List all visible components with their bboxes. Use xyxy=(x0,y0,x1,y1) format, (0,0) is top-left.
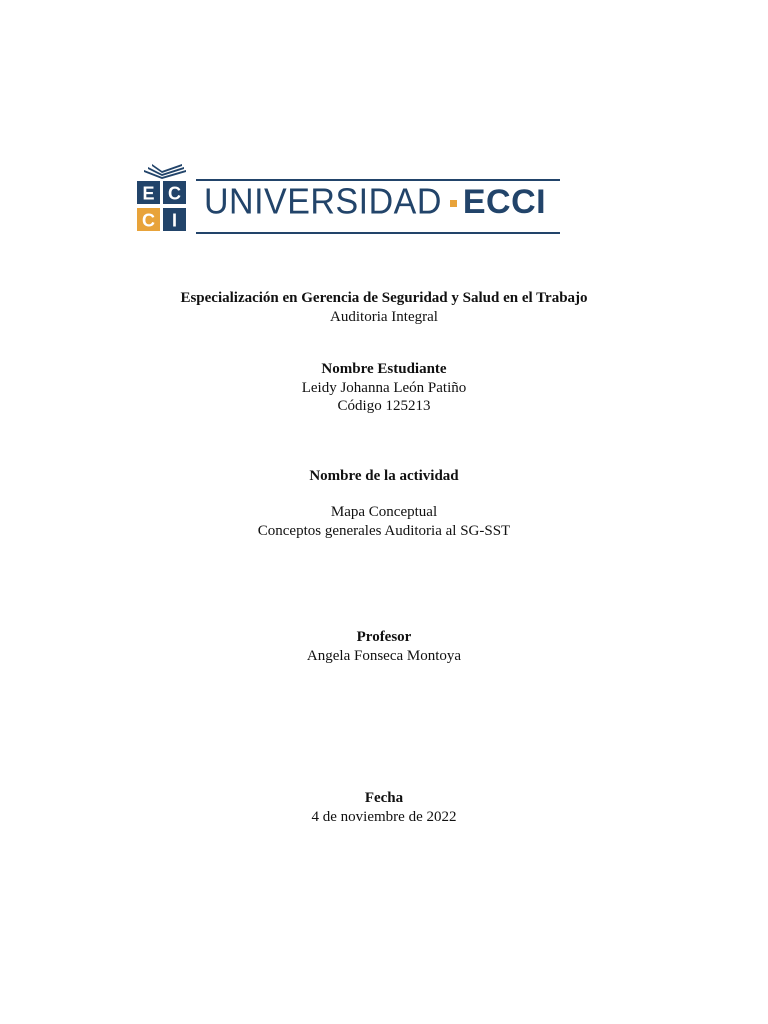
date-value: 4 de noviembre de 2022 xyxy=(311,808,457,825)
activity-section xyxy=(0,467,768,486)
course-name: Auditoria Integral xyxy=(330,308,438,325)
university-logo xyxy=(134,162,562,238)
open-book-icon xyxy=(144,164,186,179)
logo-word-universidad: UNIVERSIDAD xyxy=(204,181,442,222)
activity-type: Mapa Conceptual xyxy=(330,504,438,520)
activity-topic: Conceptos generales Auditoria al SG-SST xyxy=(257,522,511,539)
program-section xyxy=(0,289,768,326)
logo-word-ecci: ECCI xyxy=(462,182,547,221)
date-heading: Fecha xyxy=(364,790,404,806)
logo-tile-e-letter: E xyxy=(142,183,155,204)
student-name: Leidy Johanna León Patiño xyxy=(301,379,467,396)
student-section xyxy=(0,360,768,416)
logo-rule-bottom xyxy=(196,232,560,234)
logo-wordmark xyxy=(204,182,546,222)
program-title: Especialización en Gerencia de Seguridad y Salud en el Trabajo xyxy=(180,290,588,306)
logo-separator-dot xyxy=(450,200,457,207)
professor-section xyxy=(0,628,768,665)
activity-details xyxy=(0,503,768,540)
date-section xyxy=(0,789,768,826)
logo-emblem xyxy=(134,162,196,238)
student-heading: Nombre Estudiante xyxy=(321,361,447,377)
logo-tile-c1-letter: C xyxy=(168,183,181,204)
logo-tile-i-letter: I xyxy=(171,210,178,231)
activity-heading: Nombre de la actividad xyxy=(309,468,459,484)
professor-heading: Profesor xyxy=(356,629,412,645)
logo-rule-top xyxy=(196,179,560,181)
logo-tile-c2-letter: C xyxy=(142,210,155,231)
professor-name: Angela Fonseca Montoya xyxy=(306,647,462,664)
student-code: Código 125213 xyxy=(337,398,431,414)
